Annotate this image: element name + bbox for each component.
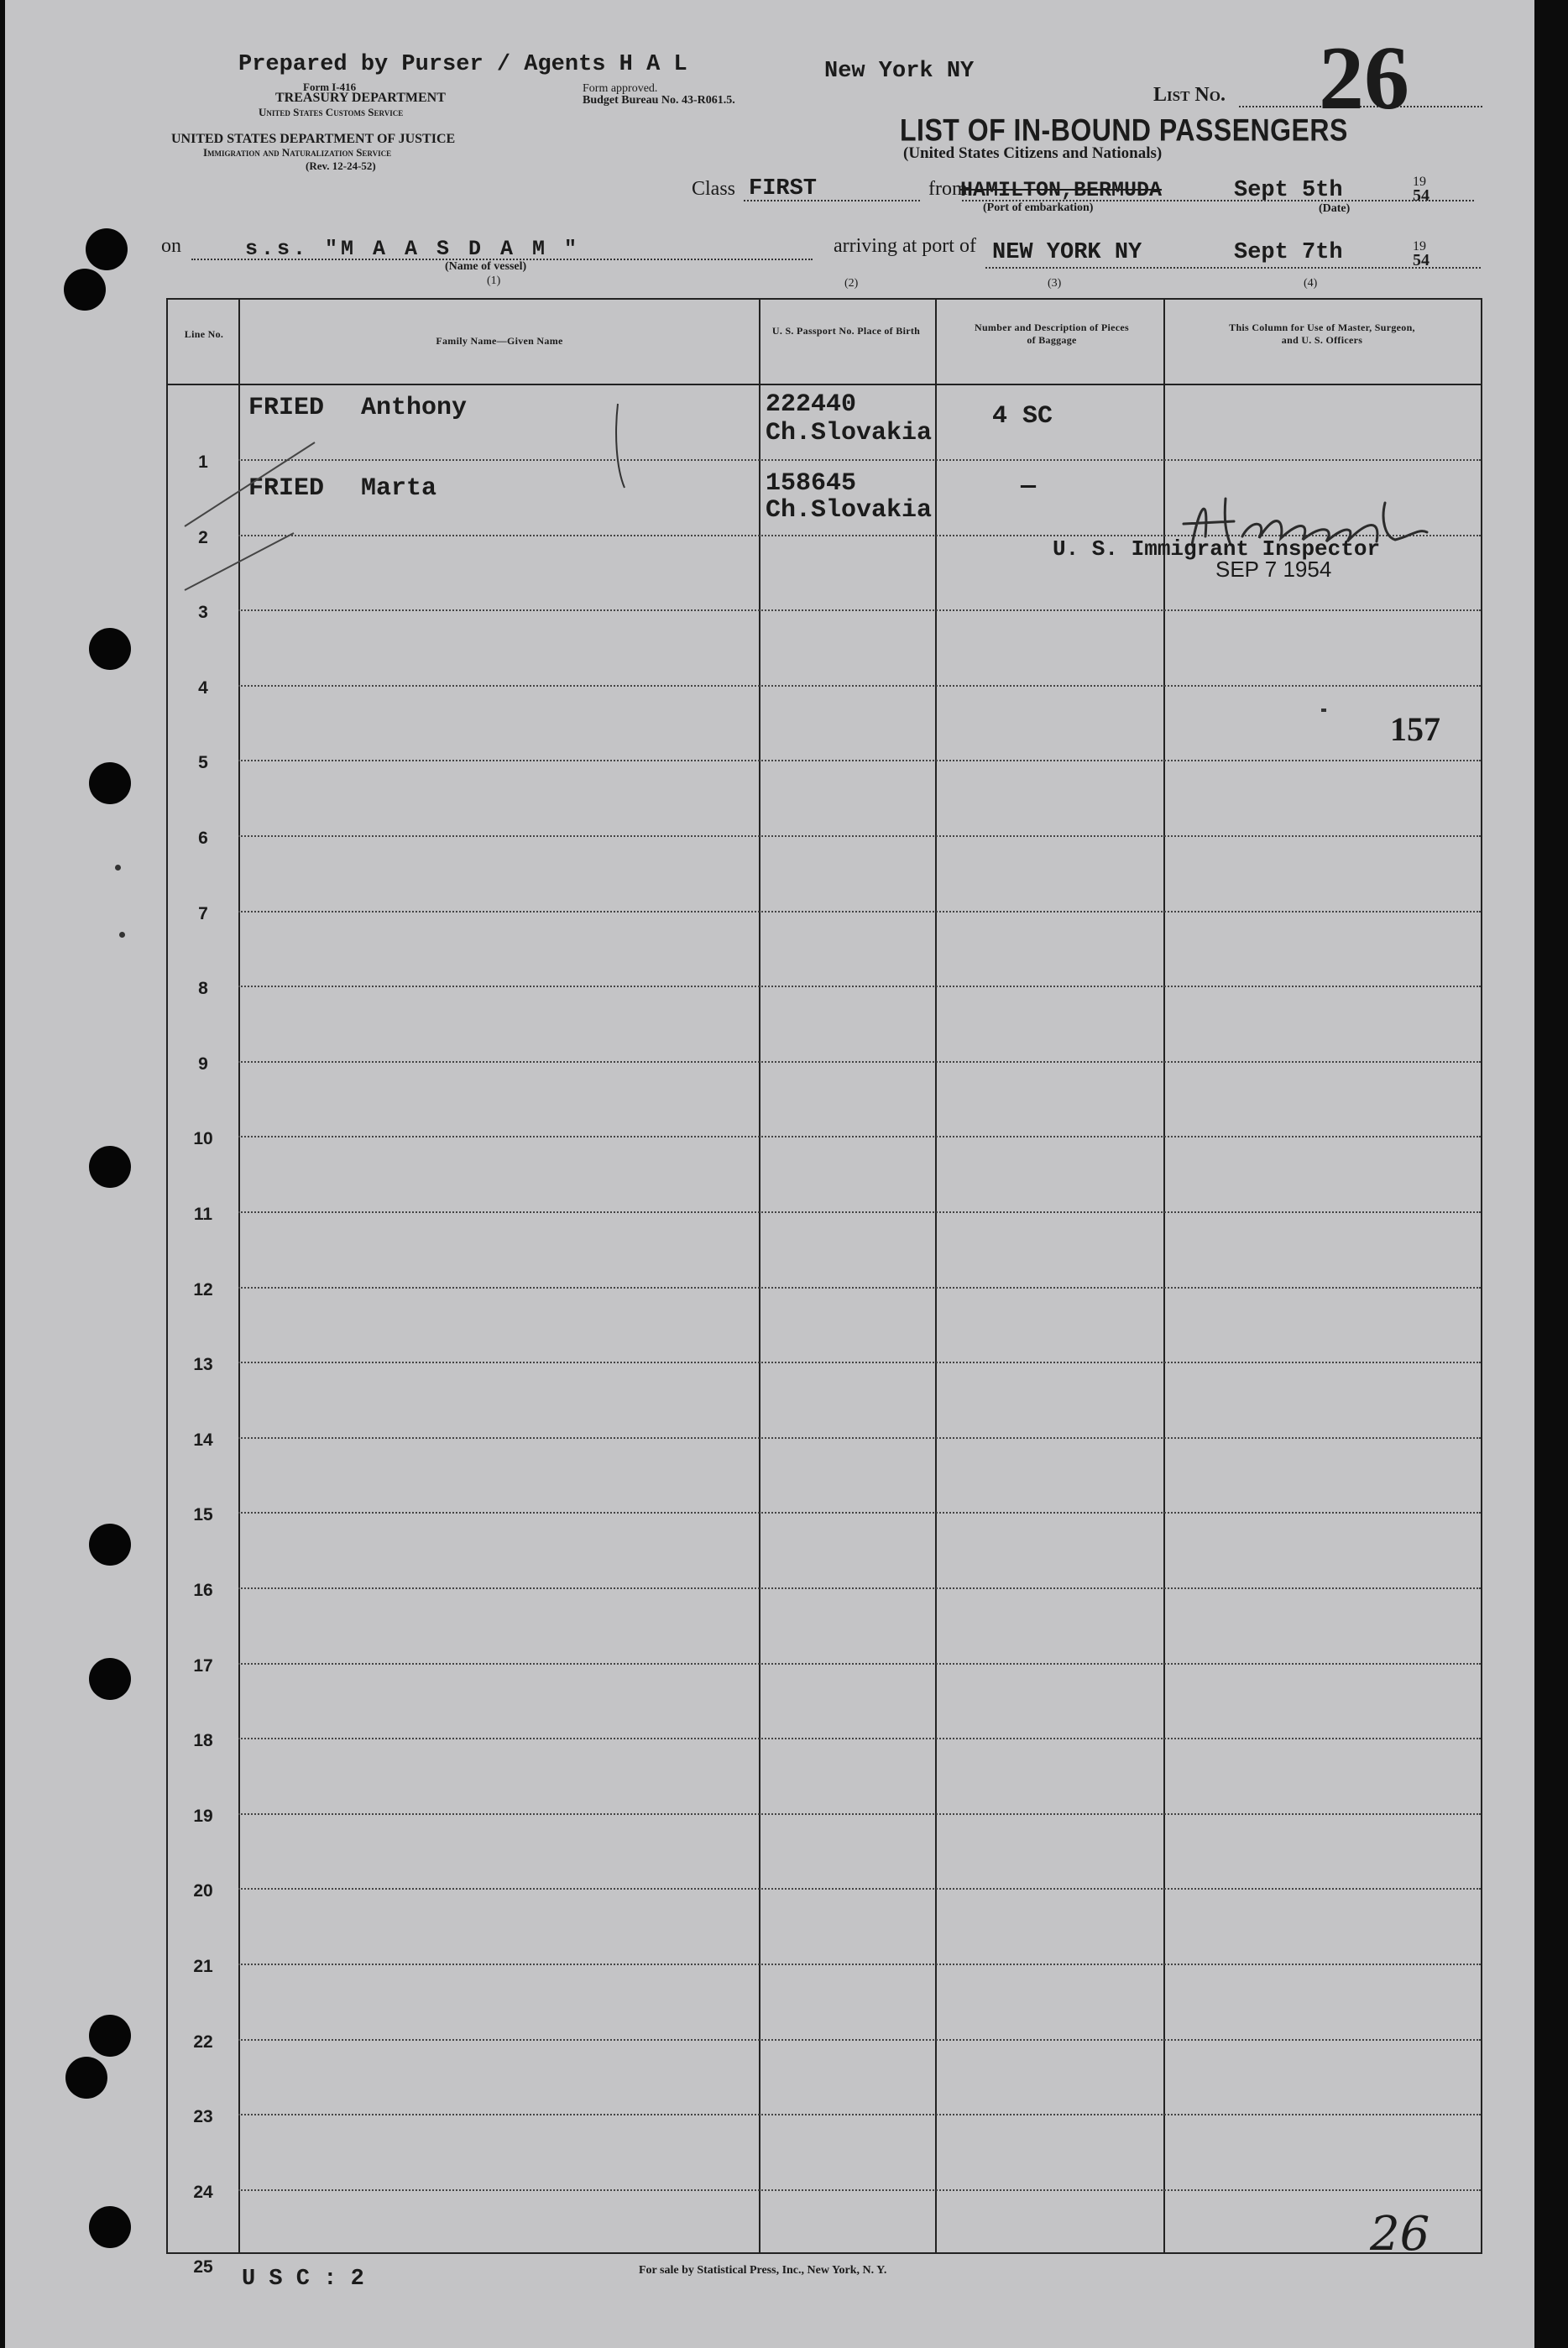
row-1-birthplace: Ch.Slovakia	[766, 419, 933, 447]
line-number: 19	[193, 1806, 213, 1826]
line-number: 1	[198, 452, 208, 472]
vessel-caption: (Name of vessel)	[445, 260, 527, 273]
list-number: 26	[1319, 29, 1409, 128]
line-number: 8	[198, 979, 208, 999]
year-prefix-from: 19	[1413, 175, 1426, 189]
corner-number: 26	[1370, 2207, 1430, 2262]
class-label: Class	[692, 178, 736, 200]
row-rule	[238, 1437, 1481, 1439]
caption-4: (4)	[1304, 277, 1318, 290]
row-rule	[238, 2039, 1481, 2041]
year-from: 54	[1413, 186, 1429, 205]
prepared-by-text: Prepared by Purser / Agents H A L	[238, 52, 687, 77]
budget-bureau: Budget Bureau No. 43-R061.5.	[583, 94, 735, 107]
year-prefix-arrive: 19	[1413, 239, 1426, 254]
line-number: 17	[193, 1655, 213, 1676]
row-rule	[238, 1663, 1481, 1665]
row-2-family: FRIED	[248, 474, 325, 503]
immigration-service: Immigration and Naturalization Service	[203, 146, 392, 159]
row-rule	[238, 1738, 1481, 1739]
list-no-label: List No.	[1153, 84, 1226, 106]
arrival-date: Sept 7th	[1234, 240, 1343, 265]
justice-department: UNITED STATES DEPARTMENT OF JUSTICE	[171, 132, 456, 146]
row-2-baggage: —	[1021, 473, 1037, 501]
treasury-department: TREASURY DEPARTMENT	[275, 91, 446, 105]
from-port: HAMILTON,BERMUDA	[960, 178, 1163, 202]
row-rule	[238, 911, 1481, 913]
punch-hole	[89, 762, 131, 804]
class-value: FIRST	[749, 176, 818, 201]
line-number: 21	[193, 1957, 213, 1976]
line-number: 7	[198, 903, 208, 923]
arrival-rule	[985, 267, 1481, 269]
row-rule	[238, 685, 1481, 687]
inspector-title: U. S. Immigrant Inspector	[1053, 536, 1381, 562]
line-number: 3	[198, 603, 208, 623]
punch-hole	[89, 628, 131, 670]
row-1-baggage: 4 SC	[992, 402, 1053, 431]
punch-hole	[64, 269, 106, 311]
port-caption: (Port of embarkation)	[983, 201, 1094, 214]
row-rule	[238, 1813, 1481, 1815]
row-rule	[238, 1136, 1481, 1137]
row-rule	[238, 1287, 1481, 1289]
line-number: 13	[193, 1355, 213, 1375]
row-rule	[238, 2189, 1481, 2191]
col-header-line: Line No.	[184, 328, 224, 340]
speck	[1321, 709, 1326, 712]
from-rule	[962, 200, 1474, 201]
caption-3: (3)	[1048, 277, 1062, 290]
col-divider	[759, 300, 760, 2252]
form-code: U S C : 2	[242, 2267, 364, 2292]
row-rule	[238, 1587, 1481, 1589]
on-label: on	[161, 235, 181, 257]
line-number: 12	[193, 1279, 213, 1300]
pencil-mark	[613, 400, 630, 493]
year-arrive: 54	[1413, 251, 1429, 269]
line-number: 10	[193, 1129, 213, 1149]
line-number: 14	[193, 1430, 213, 1450]
customs-service: United States Customs Service	[259, 106, 404, 118]
line-number: 2	[198, 527, 208, 547]
row-rule	[238, 1512, 1481, 1514]
punch-hole	[65, 2057, 107, 2099]
col-divider	[935, 300, 937, 2252]
line-number: 25	[193, 2257, 213, 2277]
punch-hole	[86, 228, 128, 270]
row-rule	[238, 1061, 1481, 1063]
line-number: 11	[193, 1205, 213, 1224]
form-approved: Form approved.	[583, 82, 658, 95]
col-header-name: Family Name—Given Name	[436, 335, 563, 347]
line-number: 24	[193, 2182, 213, 2202]
vessel-name: s.s. "M A A S D A M "	[245, 237, 581, 261]
punch-hole	[89, 2015, 131, 2057]
row-rule	[238, 1362, 1481, 1363]
revision-date: (Rev. 12-24-52)	[306, 159, 376, 172]
form-subtitle: (United States Citizens and Nationals)	[903, 144, 1163, 162]
row-rule	[238, 2114, 1481, 2115]
punch-hole	[89, 1658, 131, 1700]
line-number: 20	[193, 1881, 213, 1901]
line-number: 22	[193, 2032, 213, 2052]
col-header-passport: U. S. Passport No. Place of Birth	[771, 325, 921, 337]
row-2-passport: 158645	[766, 469, 857, 498]
row-1-family: FRIED	[248, 394, 325, 422]
pencil-ticks	[176, 426, 344, 594]
caption-2: (2)	[844, 277, 859, 290]
col-header-baggage: Number and Description of Pieces of Baggage	[974, 322, 1130, 346]
row-2-birthplace: Ch.Slovakia	[766, 496, 933, 525]
row-1-given: Anthony	[361, 394, 468, 422]
form-title: LIST OF IN-BOUND PASSENGERS	[900, 112, 1348, 148]
punch-hole	[89, 1524, 131, 1566]
row-rule	[238, 1964, 1481, 1965]
caption-1: (1)	[487, 275, 501, 287]
line-number: 5	[198, 753, 208, 773]
inspector-date-stamp: SEP 7 1954	[1215, 557, 1332, 582]
arriving-label: arriving at port of	[834, 235, 976, 257]
row-1-passport: 222440	[766, 390, 857, 419]
col-header-officers: This Column for Use of Master, Surgeon, and U. S. Officers	[1229, 322, 1415, 346]
prepared-by	[238, 52, 687, 77]
header-rule	[168, 384, 1481, 385]
form-sheet	[5, 0, 1534, 2348]
row-2-given: Marta	[361, 474, 437, 503]
line-number: 6	[198, 829, 208, 848]
date-caption: (Date)	[1319, 202, 1351, 215]
paper-speck	[115, 865, 121, 871]
row-rule	[238, 835, 1481, 837]
prepared-city: New York NY	[824, 59, 975, 84]
row-rule	[238, 760, 1481, 761]
line-number: 18	[193, 1731, 213, 1751]
row-rule	[238, 1211, 1481, 1213]
paper-speck	[119, 932, 125, 938]
col-divider	[1163, 300, 1165, 2252]
row-rule	[238, 986, 1481, 987]
row-rule	[238, 1888, 1481, 1890]
punch-hole	[89, 2206, 131, 2248]
line-number: 15	[193, 1505, 213, 1525]
from-date: Sept 5th	[1234, 178, 1343, 203]
arrival-port: NEW YORK NY	[992, 240, 1142, 265]
publisher-note: For sale by Statistical Press, Inc., New York, N. Y.	[639, 2264, 887, 2277]
form-number: Form I-416	[303, 81, 357, 93]
line-number: 16	[193, 1581, 213, 1600]
row-rule	[238, 609, 1481, 611]
punch-hole	[89, 1146, 131, 1188]
row-rule	[238, 459, 1481, 461]
count-annotation: 157	[1390, 710, 1440, 748]
line-number: 4	[198, 677, 208, 698]
from-label: from	[928, 178, 968, 200]
line-number: 9	[198, 1054, 208, 1074]
class-rule	[744, 200, 920, 201]
line-number: 23	[193, 2107, 213, 2127]
